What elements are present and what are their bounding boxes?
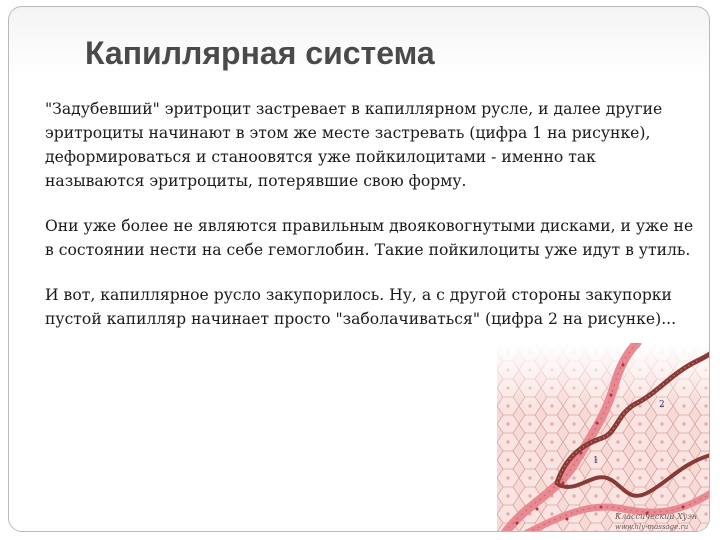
slide [8, 6, 710, 532]
paragraph-1: "Задубевший" эритроцит застревает в капиллярном русле, и далее другие эритроциты начинают в этом же месте застревать (цифра 1 на рисунке), деформироваться и станоовятся уже пойкилоцитами - именно так называются эритроциты, потерявшие свою форму. [45, 100, 663, 190]
label-2: 2 [659, 400, 665, 410]
capillary-illustration [497, 343, 710, 532]
watermark-line-2: www.hly-massage.ru [615, 523, 689, 531]
slide-body [45, 97, 695, 352]
slide-title: Капиллярная система [85, 35, 435, 71]
label-1: 1 [593, 456, 599, 466]
paragraph-3: И вот, капиллярное русло закупорилось. Ну, а с другой стороны закупорки пустой капилляр начинает просто "заболачиваться" (цифра 2 на рисунке)... [45, 286, 677, 328]
paragraph-2: Они уже более не являются правильным двояковогнутыми дисками, и уже не в состоянии нести на себе гемоглобин. Такие пойкилоциты уже идут в утиль. [45, 217, 694, 259]
watermark-line-1: Классический Хуэн [615, 512, 698, 521]
